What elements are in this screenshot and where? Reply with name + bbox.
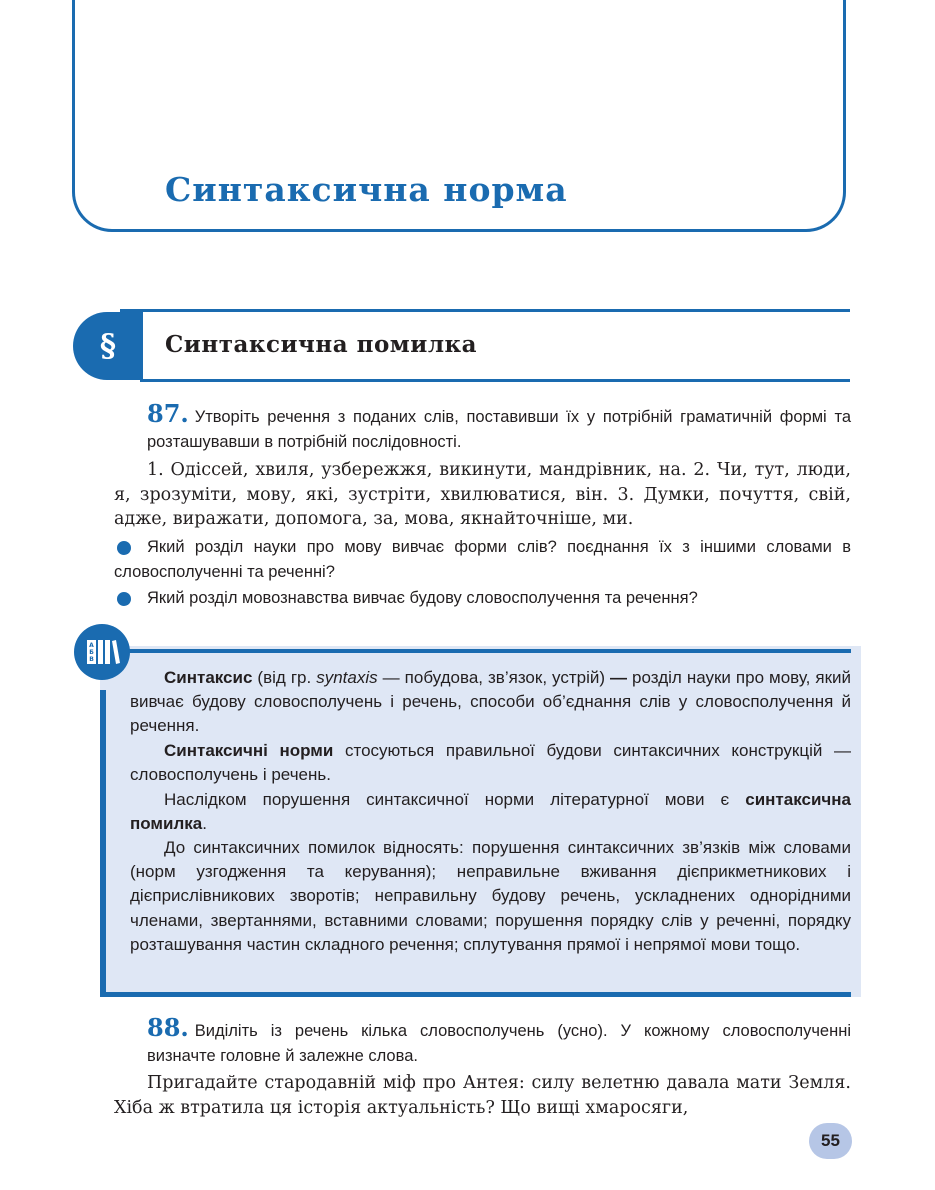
section-rule-top (120, 309, 850, 312)
theory-paragraph-4: До синтаксичних помилок відносять: порушення синтаксичних зв’язків між словами (норм узгодження та керування); неправильне вживання дієприкметникових і дієприслівникових зворотів; неправильну будову речень, ускладнених однорідними членами, звертаннями, вставними словами; порушення порядку слів у реченні, порядку розташування частин складного речення; сплутування прямої і непрямої мови тощо. (130, 838, 851, 954)
section-badge: § 12 (73, 312, 143, 380)
exercise-number: 87. (147, 399, 189, 428)
svg-text:Б: Б (89, 649, 94, 656)
term-syntactic-error: синтаксична помилка (130, 790, 851, 834)
exercise-88-body: Пригадайте стародавній міф про Антея: силу велетню давала мати Земля. Хіба ж втратила ця історія актуальність? Що вищі хмаросяги, (114, 1073, 851, 1118)
chapter-title: Синтаксична норма (165, 170, 568, 209)
exercise-87-task (147, 399, 851, 454)
exercise-88-task (147, 1013, 851, 1068)
theory-rule-top (118, 649, 851, 653)
svg-text:В: В (89, 656, 94, 663)
abv-books-icon (74, 624, 130, 680)
question-1: Який розділ науки про мову вивчає форми слів? поєднання їх з іншими словами в словосполученні та реченні? (114, 538, 851, 581)
svg-text:А: А (89, 642, 94, 649)
theory-paragraph-1: Синтаксис (від гр. syntaxis — побудова, зв’язок, устрій) — розділ науки про мову, який вивчає будову словосполучень і речень, способи об’єднання слів у словосполучення й речення. (130, 668, 851, 736)
term-syntactic-norms: Синтаксичні норми (164, 741, 334, 760)
section-rule-bottom (140, 379, 850, 382)
exercise-task-text: Утворіть речення з поданих слів, поставивши їх у потрібній граматичній формі та розташувавши в потрібній послідовності. (147, 408, 851, 451)
bullet-icon (117, 592, 131, 606)
section-title: Синтаксична помилка (165, 331, 478, 358)
theory-paragraph-2: Синтаксичні норми стосуються правильної будови синтаксичних конструкцій — словосполучень і речень. (130, 741, 851, 785)
exercise-87-body: 1. Одіссей, хвиля, узбережжя, викинути, мандрівник, на. 2. Чи, тут, люди, я, зрозуміти, мову, які, зустріти, хвилюватися, він. 3. Думки, почуття, свій, адже, виражати, допомога, за, мова, якнайточніше, ми. (114, 460, 851, 529)
question-2: Який розділ мовознавства вивчає будову словосполучення та речення? (147, 589, 698, 607)
exercise-number: 88. (147, 1013, 189, 1042)
foreign-word: syntaxis (316, 668, 378, 687)
theory-rule-bottom (100, 992, 851, 997)
theory-paragraph-3: Наслідком порушення синтаксичної норми літературної мови є синтаксична помилка. (130, 790, 851, 834)
page-number: 55 (809, 1123, 852, 1159)
theory-rule-left (100, 690, 106, 997)
exercise-task-text: Виділіть із речень кілька словосполучень (усно). У кожному словосполученні визначте головне й залежне слова. (147, 1022, 851, 1065)
term-syntax: Синтаксис (164, 668, 253, 687)
